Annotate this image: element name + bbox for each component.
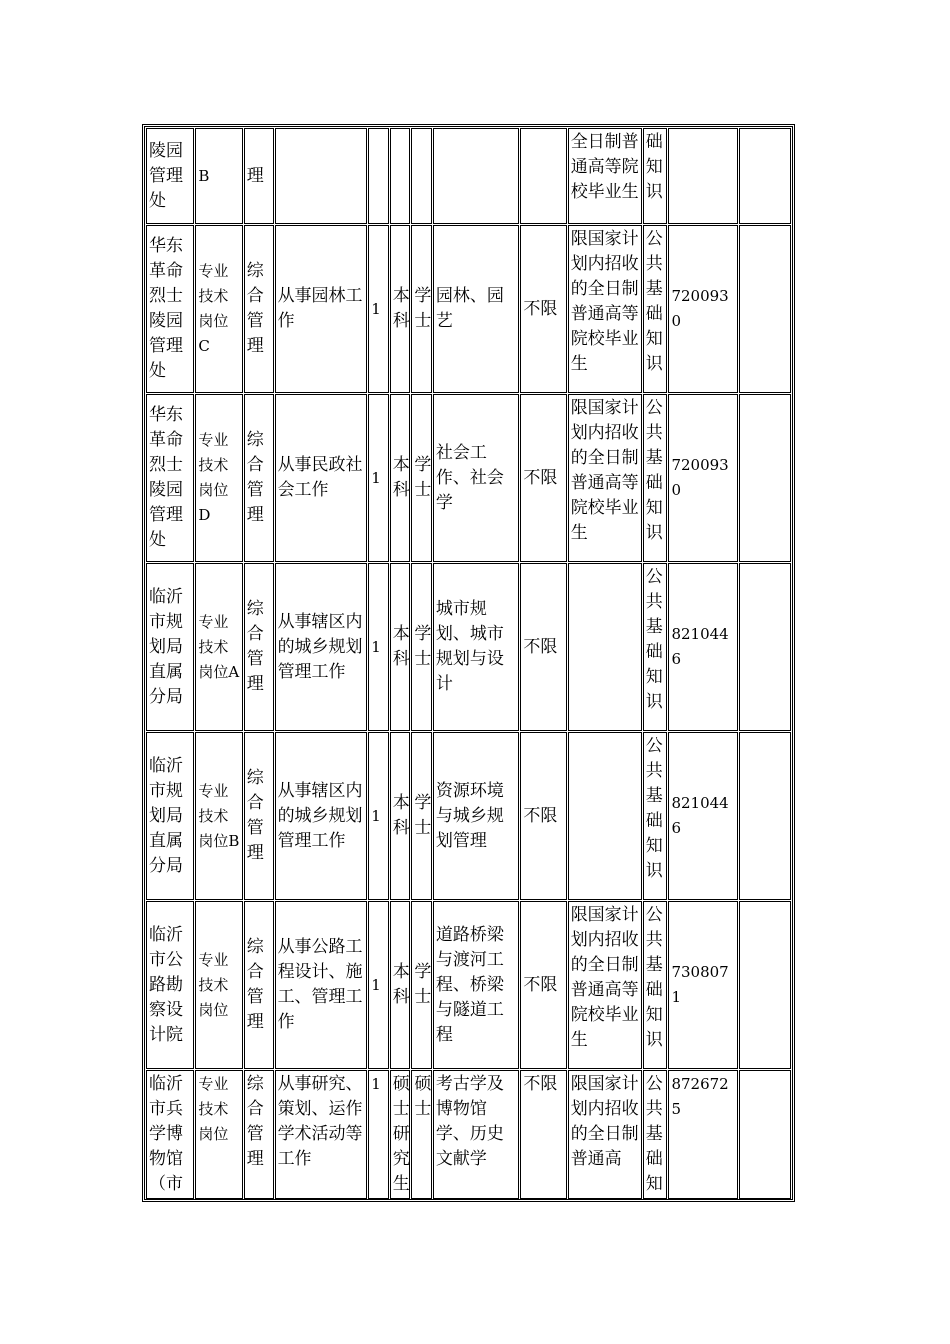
cell-category: 综合管理	[244, 732, 274, 900]
cell-position: 专业技术岗位B	[195, 732, 242, 900]
cell-note	[739, 563, 791, 731]
table-row	[146, 563, 791, 731]
cell-requirement	[568, 563, 642, 731]
cell-exam: 公共基础知识	[643, 732, 668, 900]
cell-phone: 7200930	[668, 394, 738, 562]
cell-other: 不限	[520, 225, 566, 393]
cell-major: 资源环境与城乡规划管理	[433, 732, 519, 900]
cell-count: 1	[368, 732, 389, 900]
cell-requirement	[568, 732, 642, 900]
cell-other: 不限	[520, 563, 566, 731]
cell-note	[739, 901, 791, 1069]
cell-note	[739, 1070, 791, 1199]
cell-phone: 8210446	[668, 732, 738, 900]
cell-major	[433, 128, 519, 224]
cell-unit: 华东革命烈士陵园管理处	[146, 394, 194, 562]
cell-degree	[411, 128, 432, 224]
cell-phone: 7200930	[668, 225, 738, 393]
cell-unit: 临沂市兵学博物馆（市	[146, 1070, 194, 1199]
cell-unit: 临沂市规划局直属分局	[146, 732, 194, 900]
cell-category: 综合管理	[244, 1070, 274, 1199]
cell-note	[739, 394, 791, 562]
cell-note	[739, 732, 791, 900]
cell-other: 不限	[520, 732, 566, 900]
cell-phone: 7308071	[668, 901, 738, 1069]
table-row	[146, 901, 791, 1069]
cell-degree: 硕士	[411, 1070, 432, 1199]
cell-education: 本科	[390, 563, 411, 731]
cell-education: 本科	[390, 901, 411, 1069]
cell-other	[520, 128, 566, 224]
cell-requirement: 限国家计划内招收的全日制普通高	[568, 1070, 642, 1199]
cell-category: 综合管理	[244, 901, 274, 1069]
cell-count: 1	[368, 901, 389, 1069]
cell-education: 本科	[390, 394, 411, 562]
cell-duties: 从事园林工作	[275, 225, 368, 393]
cell-position: 专业技术岗位D	[195, 394, 242, 562]
cell-category: 综合管理	[244, 394, 274, 562]
cell-degree: 学士	[411, 732, 432, 900]
cell-exam: 公共基础知识	[643, 394, 668, 562]
cell-education	[390, 128, 411, 224]
cell-unit: 临沂市公路勘察设计院	[146, 901, 194, 1069]
cell-major: 社会工作、社会学	[433, 394, 519, 562]
cell-degree: 学士	[411, 225, 432, 393]
cell-duties: 从事研究、策划、运作学术活动等工作	[275, 1070, 368, 1199]
cell-exam: 公共基础知识	[643, 225, 668, 393]
cell-requirement: 限国家计划内招收的全日制普通高等院校毕业生	[568, 901, 642, 1069]
cell-exam: 公共基础知	[643, 1070, 668, 1199]
cell-count: 1	[368, 225, 389, 393]
cell-count: 1	[368, 563, 389, 731]
cell-duties: 从事辖区内的城乡规划管理工作	[275, 732, 368, 900]
cell-position: B	[195, 128, 242, 224]
cell-major: 考古学及博物馆学、历史文献学	[433, 1070, 519, 1199]
cell-count: 1	[368, 1070, 389, 1199]
cell-unit: 陵园管理处	[146, 128, 194, 224]
cell-education: 本科	[390, 732, 411, 900]
cell-phone	[668, 128, 738, 224]
table-row	[146, 732, 791, 900]
cell-position: 专业技术岗位A	[195, 563, 242, 731]
cell-degree: 学士	[411, 901, 432, 1069]
cell-education: 硕士研究生	[390, 1070, 411, 1199]
cell-education: 本科	[390, 225, 411, 393]
table-row	[146, 394, 791, 562]
table-row	[146, 225, 791, 393]
cell-duties	[275, 128, 368, 224]
cell-degree: 学士	[411, 394, 432, 562]
cell-other: 不限	[520, 901, 566, 1069]
cell-position: 专业技术岗位C	[195, 225, 242, 393]
cell-category: 综合管理	[244, 225, 274, 393]
cell-requirement: 限国家计划内招收的全日制普通高等院校毕业生	[568, 225, 642, 393]
cell-position: 专业技术岗位	[195, 1070, 242, 1199]
cell-duties: 从事辖区内的城乡规划管理工作	[275, 563, 368, 731]
cell-requirement: 限国家计划内招收的全日制普通高等院校毕业生	[568, 394, 642, 562]
cell-exam: 础知识	[643, 128, 668, 224]
cell-duties: 从事民政社会工作	[275, 394, 368, 562]
cell-duties: 从事公路工程设计、施工、管理工作	[275, 901, 368, 1069]
cell-unit: 临沂市规划局直属分局	[146, 563, 194, 731]
cell-count: 1	[368, 394, 389, 562]
cell-note	[739, 128, 791, 224]
cell-degree: 学士	[411, 563, 432, 731]
cell-phone: 8210446	[668, 563, 738, 731]
cell-note	[739, 225, 791, 393]
cell-category: 理	[244, 128, 274, 224]
table-row	[146, 1070, 791, 1199]
table-row	[146, 128, 791, 224]
cell-major: 园林、园艺	[433, 225, 519, 393]
cell-major: 道路桥梁与渡河工程、桥梁与隧道工程	[433, 901, 519, 1069]
cell-count	[368, 128, 389, 224]
cell-category: 综合管理	[244, 563, 274, 731]
recruitment-table-frame	[142, 124, 795, 1202]
cell-exam: 公共基础知识	[643, 901, 668, 1069]
cell-position: 专业技术岗位	[195, 901, 242, 1069]
recruitment-table	[145, 127, 792, 1200]
cell-major: 城市规划、城市规划与设计	[433, 563, 519, 731]
cell-other: 不限	[520, 1070, 566, 1199]
cell-exam: 公共基础知识	[643, 563, 668, 731]
cell-phone: 8726725	[668, 1070, 738, 1199]
cell-requirement: 全日制普通高等院校毕业生	[568, 128, 642, 224]
cell-unit: 华东革命烈士陵园管理处	[146, 225, 194, 393]
cell-other: 不限	[520, 394, 566, 562]
